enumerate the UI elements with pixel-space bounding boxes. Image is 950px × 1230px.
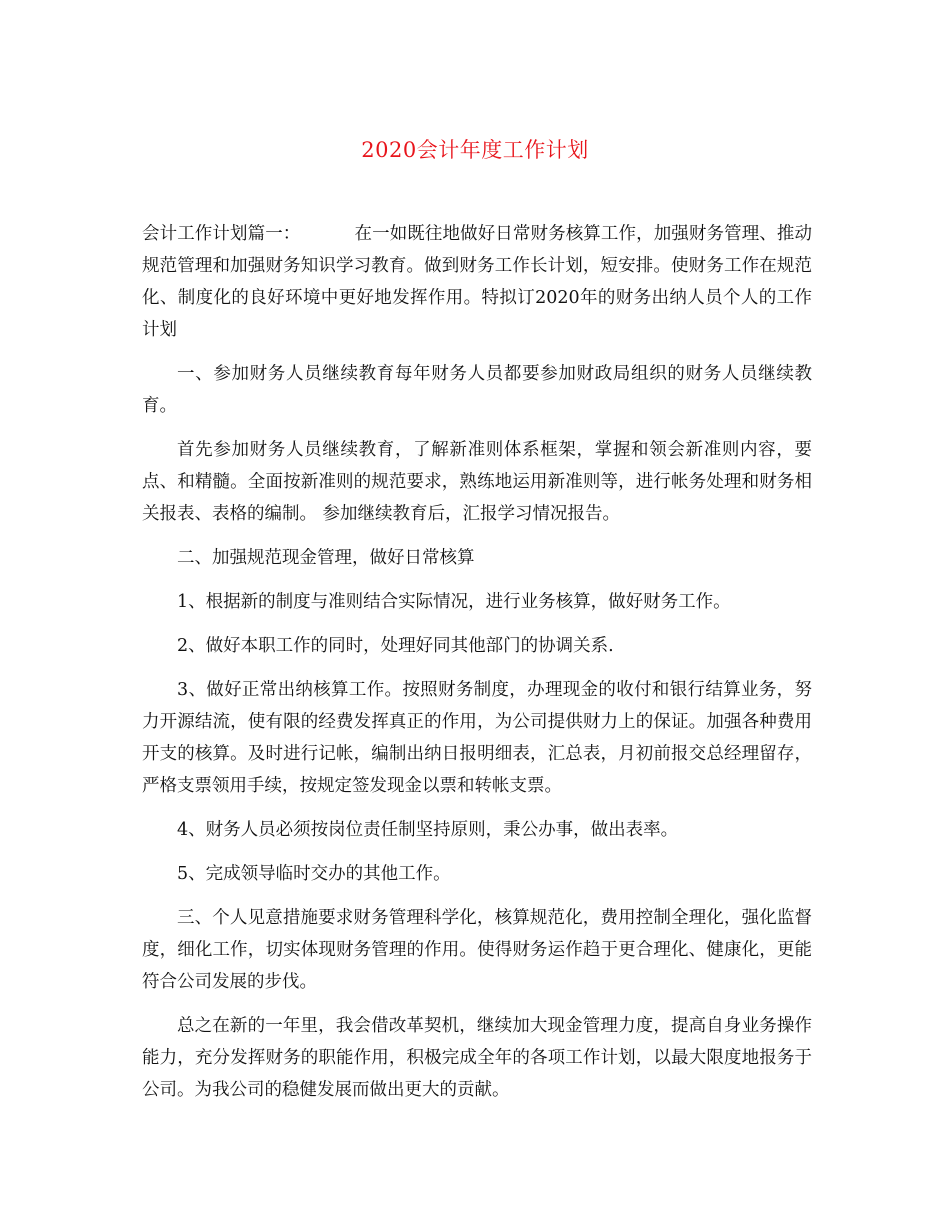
paragraph-continuing-education: 首先参加财务人员继续教育，了解新准则体系框架，掌握和领会新准则内容，要点、和精髓。全面按新准则的规范要求，熟练地运用新准则等，进行帐务处理和财务相关报表、表格的编制。 参加继续教育后，汇报学习情况报告。 — [142, 440, 812, 524]
paragraph-item-4: 4、财务人员必须按岗位责任制坚持原则，秉公办事，做出表率。 — [177, 820, 679, 840]
intro-paragraph — [142, 218, 812, 346]
document-title: 2020会计年度工作计划 — [361, 138, 589, 162]
paragraph-section-two: 二、加强规范现金管理，做好日常核算 — [177, 548, 475, 568]
paragraph-conclusion: 总之在新的一年里，我会借改革契机，继续加大现金管理力度，提高自身业务操作能力，充分发挥财务的职能作用，积极完成全年的各项工作计划，以最大限度地报务于公司。为我公司的稳健发展而做出更大的贡献。 — [142, 1016, 812, 1100]
paragraph-item-5: 5、完成领导临时交办的其他工作。 — [177, 864, 451, 884]
paragraph-item-2: 2、做好本职工作的同时，处理好同其他部门的协调关系. — [177, 636, 614, 656]
paragraph-item-1: 1、根据新的制度与准则结合实际情况，进行业务核算，做好财务工作。 — [177, 592, 731, 612]
intro-label: 会计工作计划篇一： — [142, 224, 301, 244]
intro-text: 在一如既往地做好日常财务核算工作，加强财务管理、推动规范管理和加强财务知识学习教育。做到财务工作长计划，短安排。使财务工作在规范化、制度化的良好环境中更好地发挥作用。特拟订2020年的财务出纳人员个人的工作计划 — [142, 224, 813, 340]
document-body — [142, 218, 812, 1118]
paragraph-section-one: 一、参加财务人员继续教育每年财务人员都要参加财政局组织的财务人员继续教育。 — [142, 364, 812, 416]
paragraph-item-3: 3、做好正常出纳核算工作。按照财务制度，办理现金的收付和银行结算业务，努力开源结流，使有限的经费发挥真正的作用，为公司提供财力上的保证。加强各种费用开支的核算。及时进行记帐，编制出纳日报明细表，汇总表，月初前报交总经理留存，严格支票领用手续，按规定签发现金以票和转帐支票。 — [142, 680, 812, 796]
paragraph-section-three: 三、个人见意措施要求财务管理科学化，核算规范化，费用控制全理化，强化监督度，细化工作，切实体现财务管理的作用。使得财务运作趋于更合理化、健康化，更能符合公司发展的步伐。 — [142, 908, 812, 992]
